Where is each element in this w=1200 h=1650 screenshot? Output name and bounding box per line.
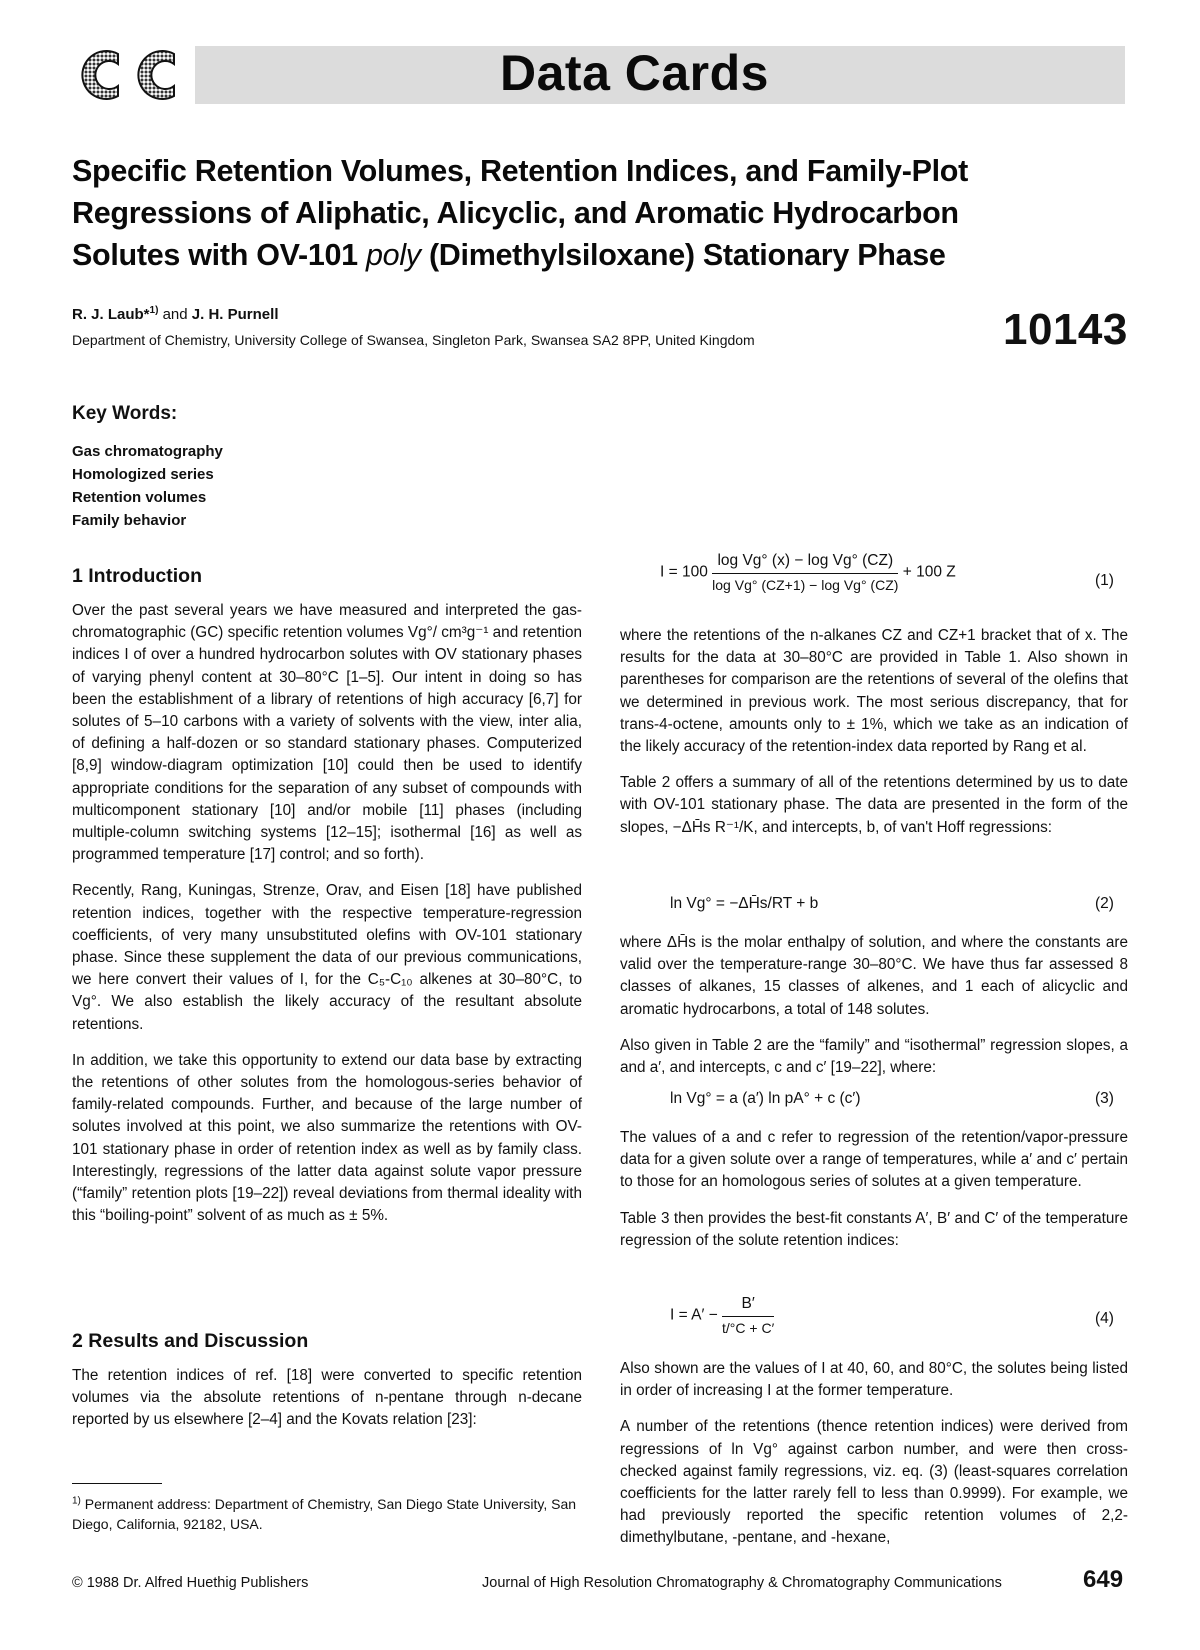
paragraph: where ΔH̄s is the molar enthalpy of solution, and where the constants are valid over the temperature-range 30–80°C. We have thus far assessed 8 classes of alkanes, 15 classes of alkenes, and 1 each of alicyclic and aromatic hydrocarbons, a total of 148 solutes.	[620, 934, 1128, 1018]
section-heading-introduction: 1 Introduction	[72, 565, 202, 587]
equation-1: I = 100 $\frac{\text{log Vg° (x) − log Vg° (CZ)}}{\text{log Vg° (CZ+1) − log Vg° (CZ)}}$ + 100 Z	[660, 552, 956, 593]
copyright: © 1988 Dr. Alfred Huethig Publishers	[72, 1575, 309, 1591]
paragraph: where the retentions of the n-alkanes CZ and CZ+1 bracket that of x. The results for the data at 30–80°C are provided in Table 1. Also shown in parentheses for comparison are the retentions of several of the olefins that we determined in previous work. The most serious discrepancy, that for trans-4-octene, amounts only to ± 1%, which we take as an indication of the likely accuracy of the retention-index data reported by Rang et al.	[620, 627, 1128, 756]
equation-4: I = A′ − $\frac{B'}{t/^\circ C + C'}$	[670, 1295, 775, 1336]
card-number: 10143	[1003, 305, 1128, 354]
authors: R. J. Laub*$^{1)}$ and J. H. Purnell	[72, 305, 279, 323]
paragraph: The values of a and c refer to regression of the retention/vapor-pressure data for a given solute over a range of temperatures, while a′ and c′ pertain to those for an homologous series of solutes at a given temperature.	[620, 1129, 1128, 1191]
right-column-part2	[620, 932, 1128, 1093]
paragraph: A number of the retentions (thence retention indices) were derived from regressions of ln Vg° against carbon number, and were then cross-checked against family regressions, viz. eq. (3) (least-squares correlation coefficients for the latter rarely fell to less than 0.9999). For example, we had previously reported the specific retention volumes of 2,2-dimethylbutane, -pentane, and -hexane,	[620, 1418, 1128, 1547]
equation-1-number: (1)	[1095, 572, 1114, 589]
left-column	[72, 600, 582, 1241]
paragraph: Recently, Rang, Kuningas, Strenze, Orav, and Eisen [18] have published retention indices, together with the respective temperature-regression coefficients, of very many unsubstituted olefins with OV-101 stationary phase. Since these supplement the data of our previous communications, we here convert their values of I, for the C₅-C₁₀ alkenes at 30–80°C, to Vg°. We also establish the likely accuracy of the resultant absolute retentions.	[72, 882, 582, 1033]
title-line-1: Specific Retention Volumes, Retention Indices, and Family-Plot	[72, 154, 968, 188]
keywords-list	[72, 440, 223, 532]
keyword-item: Family behavior	[72, 512, 187, 529]
equation-2: ln Vg° = −ΔH̄s/RT + b	[670, 895, 819, 912]
right-column-part1	[620, 625, 1128, 853]
left-column-continued	[72, 1365, 582, 1446]
paragraph: Over the past several years we have measured and interpreted the gas-chromatographic (GC) specific retention volumes Vg°/ cm³g⁻¹ and retention indices I of over a hundred hydrocarbon solutes with OV stationary phases of varying phenyl content at 30–80°C [1–5]. Our intent in doing so has been the establishment of a library of retentions of high accuracy [6,7] for solutes of 5–10 carbons with a variety of solvents with the view, inter alia, of defining a half-dozen or so standard stationary phases. Computerized [8,9] window-diagram optimization [10] could then be used to identify appropriate conditions for the separation of any subset of compounds with multicomponent stationary [10] and/or mobile [11] phases (including multiple-column switching systems [12–15]; isothermal [16] as well as programmed temperature [17] control; and so forth).	[72, 602, 582, 864]
paragraph: The retention indices of ref. [18] were converted to specific retention volumes via the absolute retentions of n-pentane through n-decane reported by us elsewhere [2–4] and the Kovats relation [23]:	[72, 1367, 582, 1429]
paragraph: Also given in Table 2 are the “family” and “isothermal” regression slopes, a and a′, and intercepts, c and c′ [19–22], where:	[620, 1036, 1128, 1077]
paragraph: Table 2 offers a summary of all of the retentions determined by us to date with OV-101 stationary phase. The data are presented in the form of the slopes, −ΔH̄s R⁻¹/K, and intercepts, b, of van't Hoff regressions:	[620, 774, 1128, 836]
keyword-item: Homologized series	[72, 466, 214, 483]
keyword-item: Gas chromatography	[72, 443, 223, 460]
journal-logo	[68, 46, 180, 104]
equation-3-number: (3)	[1095, 1090, 1114, 1107]
right-column-part3	[620, 1127, 1128, 1266]
section-title: Data Cards	[500, 45, 769, 101]
title-line-2: Regressions of Aliphatic, Alicyclic, and Aromatic Hydrocarbon	[72, 196, 959, 230]
equation-3: ln Vg° = a (a′) ln pA° + c (c′)	[670, 1090, 861, 1107]
keywords-heading: Key Words:	[72, 403, 178, 424]
paragraph: Table 3 then provides the best-fit constants A′, B′ and C′ of the temperature regression of the solute retention indices:	[620, 1209, 1128, 1249]
keyword-item: Retention volumes	[72, 489, 207, 506]
affiliation: Department of Chemistry, University College of Swansea, Singleton Park, Swansea SA2 8PP, United Kingdom	[72, 332, 755, 348]
page-number: 649	[1083, 1566, 1124, 1593]
paragraph: In addition, we take this opportunity to extend our data base by extracting the retentions of other solutes from the homologous-series behavior of family-related compounds. Further, and because of the large number of solutes involved at this point, we also summarize the retentions with OV-101 stationary phase in order of retention index as well as by family class. Interestingly, regressions of the latter data against solute vapor pressure (“family” retention plots [19–22]) reveal deviations from thermal ideality with this “boiling-point” solvent of as much as ± 5%.	[72, 1051, 582, 1225]
paragraph: Also shown are the values of I at 40, 60, and 80°C, the solutes being listed in order of increasing I at the former temperature.	[620, 1360, 1128, 1400]
footnote: $^{1)}$ Permanent address: Department of Chemistry, San Diego State University, San Diego, California, 92182, USA.	[72, 1495, 577, 1532]
article-title	[72, 150, 1132, 276]
equation-2-number: (2)	[1095, 895, 1114, 912]
footnote-rule	[72, 1483, 162, 1484]
title-line-3: Solutes with OV-101 poly (Dimethylsiloxane) Stationary Phase	[72, 238, 946, 272]
equation-4-number: (4)	[1095, 1310, 1114, 1327]
section-heading-results: 2 Results and Discussion	[72, 1330, 309, 1352]
journal-name: Journal of High Resolution Chromatography & Chromatography Communications	[482, 1575, 1002, 1591]
right-column-part4	[620, 1358, 1128, 1564]
